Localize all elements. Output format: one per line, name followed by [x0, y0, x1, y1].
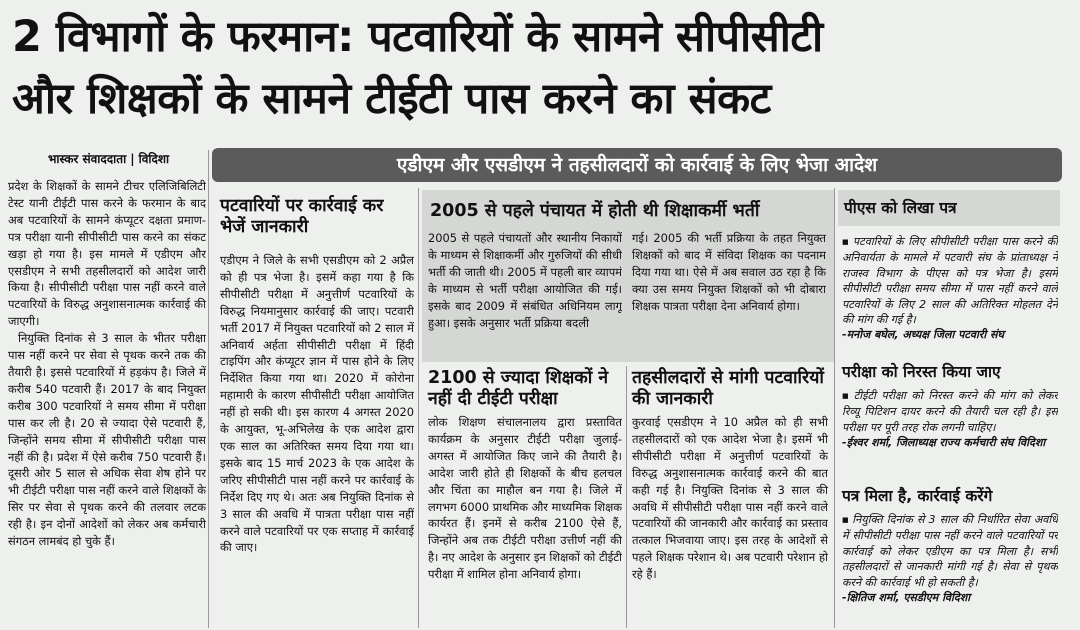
sidebar-heading-2: परीक्षा को निरस्त किया जाए — [842, 363, 1001, 381]
column-divider — [208, 150, 209, 628]
section-banner: एडीएम और एसडीएम ने तहसीलदारों को कार्रवाई के लिए भेजा आदेश — [212, 148, 1062, 182]
sidebar-quote-1 — [842, 234, 1058, 358]
tehsildar-heading: तहसीलदारों से मांगी पटवारियों की जानकारी — [632, 368, 824, 409]
patwari-body — [220, 252, 414, 628]
sidebar-heading-3: पत्र मिला है, कार्रवाई करेंगे — [842, 487, 993, 505]
sidebar-quote-3-source: -क्षितिज शर्मा, एसडीएम विदिशा — [842, 591, 971, 605]
teachers-heading: 2100 से ज्यादा शिक्षकों ने नहीं दी टीईटी परीक्षा — [428, 368, 609, 409]
headline — [12, 6, 1072, 130]
sidebar-heading-1: पीएस को लिखा पत्र — [844, 199, 957, 217]
byline-reporter: भास्कर संवाददाता — [48, 152, 127, 166]
byline-divider: | — [130, 152, 135, 166]
byline-city: विदिशा — [138, 152, 170, 166]
teachers-text: लोक शिक्षण संचालनालय द्वारा प्रस्तावित कार्यक्रम के अनुसार टीईटी परीक्षा जुलाई-अगस्त में आयोजित किए जाने की तैयारी है। आदेश जारी होते ही शिक्षकों के बीच हलचल और चिंता का माहौल बन गया है। जिले में लगभग 6000 प्राथमिक और माध्यमिक शिक्षक कार्यरत हैं। इनमें से करीब 2100 ऐसे हैं, जिन्होंने अब तक टीईटी परीक्षा उत्तीर्ण नहीं की है। नए आदेश के अनुसार इन शिक्षकों को टीईटी परीक्षा में शामिल होना अनिवार्य होगा। — [428, 415, 622, 582]
sidebar-quote-2-source: -ईश्वर शर्मा, जिलाध्यक्ष राज्य कर्मचारी संघ विदिशा — [842, 436, 1046, 450]
history-right-text: गई। 2005 की भर्ती प्रक्रिया के तहत नियुक्त शिक्षकों को बाद में संविदा शिक्षक का पदनाम दिया गया था। ऐसे में अब सवाल उठ रहा है कि क्या उस समय नियुक्त शिक्षकों को भी दोबारा शिक्षक पात्रता परीक्षा देना अनिवार्य होगा। — [632, 231, 826, 313]
teachers-body — [428, 414, 622, 628]
history-heading: 2005 से पहले पंचायत में होती थी शिक्षाकर्मी भर्ती — [430, 201, 760, 221]
byline — [48, 150, 169, 167]
tehsildar-body — [632, 414, 828, 628]
tehsildar-text: कुरवाई एसडीएम ने 10 अप्रैल को ही सभी तहसीलदारों को एक आदेश भेजा है। इसमें भी सीपीसीटी परीक्षा में अनुत्तीर्ण पटवारियों के विरुद्ध अनुशासनात्मक कार्रवाई करने की बात कही गई है। नियुक्ति दिनांक से 3 साल की अवधि में सीपीसीटी परीक्षा पास नहीं करने वाले पटवारियों की जानकारी और कार्रवाई का प्रस्ताव तत्काल भिजवाया जाए। इस तरह के आदेशों से पहले शिक्षक परेशान थे। अब पटवारी परेशान हो रहे हैं। — [632, 415, 828, 582]
sidebar-quote-3-text: ■ नियुक्ति दिनांक से 3 साल की निर्धारित सेवा अवधि में सीपीसीटी परीक्षा पास नहीं करने वाले पटवारियों पर कार्रवाई को लेकर एडीएम का पत्र मिला है। सभी तहसीलदारों से जानकारी मांगी गई है। सेवा से पृथक करने की कार्रवाई भी हो सकती है। — [842, 512, 1058, 590]
column-divider — [418, 188, 419, 628]
sidebar-quote-1-source: -मनोज बघेल, अध्यक्ष जिला पटवारी संघ — [842, 328, 1004, 342]
sidebar-quote-2 — [842, 388, 1058, 482]
lead-paragraph-2: नियुक्ति दिनांक से 3 साल के भीतर परीक्षा पास नहीं करने पर सेवा से पृथक करने तक की तैयारी है। इससे पटवारियों में हड़कंप है। जिले में करीब 540 पटवारी हैं। 2017 के बाद नियुक्त करीब 300 पटवारियों ने समय सीमा में परीक्षा पास कर ली है। 20 से ज्यादा ऐसे पटवारी हैं, जिन्होंने समय सीमा में सीपीसीटी परीक्षा पास नहीं की है। प्रदेश में ऐसे करीब 750 पटवारी हैं। दूसरी ओर 5 साल से अधिक सेवा शेष होने पर भी टीईटी परीक्षा पास नहीं करने वाले शिक्षकों के सिर पर सेवा से पृथक करने की तलवार लटक रही है। इन दोनों आदेशों को लेकर अब कर्मचारी संगठन लामबंद हो चुके हैं। — [8, 331, 206, 549]
history-left-text: 2005 से पहले पंचायतों और स्थानीय निकायों के माध्यम से शिक्षाकर्मी और गुरुजियों की सीधी भर्ती की जाती थी। 2005 में पहली बार व्यापमं के माध्यम से भर्ती परीक्षा आयोजित की गई। इसके बाद 2009 में संबंधित अधिनियम लागू हुआ। इसके अनुसार भर्ती प्रक्रिया बदली — [428, 231, 622, 330]
lead-paragraph-1: प्रदेश के शिक्षकों के सामने टीचर एलिजिबिलिटी टेस्ट यानी टीईटी पास करने के फरमान के बाद अब पटवारियों के सामने कंप्यूटर दक्षता प्रमाण-पत्र परीक्षा यानी सीपीसीटी पास करने का संकट खड़ा हो गया है। इस मामले में एडीएम और एसडीएम ने सभी तहसीलदारों को आदेश जारी किया है। सीपीसीटी परीक्षा पास नहीं करने वाले पटवारियों के विरुद्ध अनुशासनात्मक कार्रवाई की जाएगी। — [8, 179, 206, 329]
column-divider — [834, 188, 835, 628]
history-left — [428, 230, 622, 360]
column-divider — [626, 366, 627, 628]
headline-line-2: और शिक्षकों के सामने टीईटी पास करने का संकट — [12, 74, 771, 124]
lead-story — [8, 178, 206, 630]
patwari-text: एडीएम ने जिले के सभी एसडीएम को 2 अप्रैल को ही पत्र भेजा है। इसमें कहा गया है कि सीपीसीटी परीक्षा में अनुत्तीर्ण पटवारियों के विरुद्ध नियमानुसार कार्रवाई की जाए। पटवारी भर्ती 2017 में नियुक्त पटवारियों को 2 साल में अनिवार्य अर्हता सीपीसीटी परीक्षा में हिंदी टाइपिंग और कंप्यूटर ज्ञान में पास होने के लिए निर्देशित किया गया था। 2020 में कोरोना महामारी के कारण सीपीसीटी परीक्षा आयोजित नहीं हो सकी थी। इस कारण 4 अगस्त 2020 के आयुक्त, भू-अभिलेख के एक आदेश द्वारा एक साल का अतिरिक्त समय दिया गया था। इसके बाद 15 मार्च 2023 के एक आदेश के जरिए सीपीसीटी पास नहीं करने पर कार्रवाई के निर्देश दिए गए थे। अतः अब नियुक्ति दिनांक से 3 साल की अवधि में पात्रता परीक्षा पास नहीं करने वाले पटवारियों पर एक सप्ताह में कार्रवाई की जाए। — [220, 253, 414, 555]
history-right — [632, 230, 826, 360]
sidebar-quote-3 — [842, 512, 1058, 628]
sidebar-quote-1-text: ■ पटवारियों के लिए सीपीसीटी परीक्षा पास करने की अनिवार्यता के मामले में पटवारी संघ के प्रांताध्यक्ष ने राजस्व विभाग के पीएस को पत्र भेजा है। इसमें सीपीसीटी परीक्षा समय सीमा में पास नहीं करने वाले पटवारियों के लिए 2 साल की अतिरिक्त मोहलत देने की मांग की गई है। — [842, 234, 1058, 327]
sidebar-quote-2-text: ■ टीईटी परीक्षा को निरस्त करने की मांग को लेकर रिव्यू पिटिशन दायर करने की तैयारी चल रही है। इस परीक्षा पर पूरी तरह रोक लगनी चाहिए। — [842, 388, 1058, 435]
patwari-heading: पटवारियों पर कार्रवाई कर भेजें जानकारी — [220, 196, 384, 237]
headline-line-1: 2 विभागों के फरमान: पटवारियों के सामने सीपीसीटी — [12, 12, 823, 62]
